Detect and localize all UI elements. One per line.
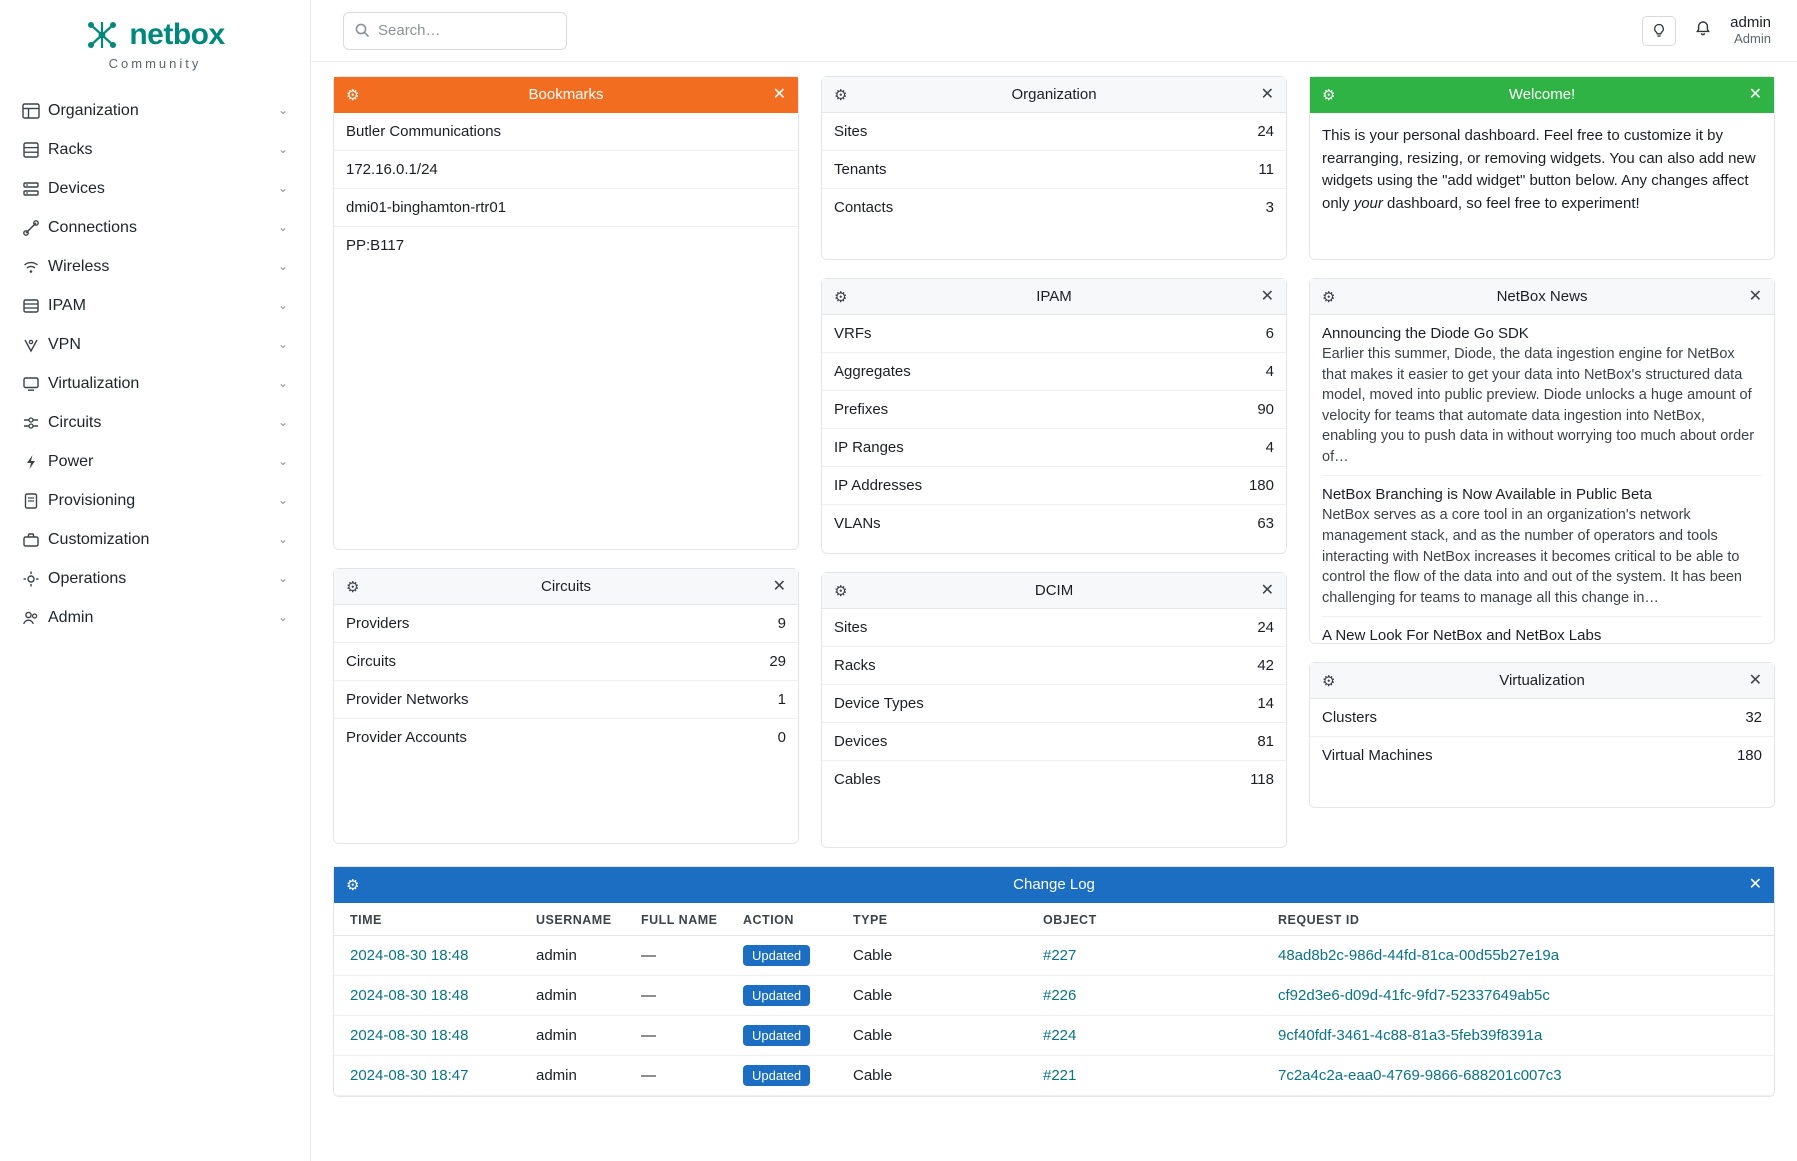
chevron-down-icon: ⌄ (277, 531, 288, 546)
dashboard-column-1 (333, 76, 799, 848)
stat-value: 81 (1257, 733, 1274, 750)
stat-value: 6 (1265, 325, 1274, 342)
chevron-down-icon: ⌄ (277, 453, 288, 468)
stat-row[interactable] (822, 391, 1286, 429)
stat-value: 118 (1250, 771, 1274, 788)
power-icon (22, 453, 48, 471)
main-content (311, 0, 1797, 1161)
sidebar-item-admin[interactable] (0, 598, 310, 637)
server-icon (22, 180, 48, 198)
welcome-text-emphasis: your (1353, 194, 1383, 212)
stat-label: Cables (834, 771, 881, 788)
rack-icon (22, 141, 48, 159)
stat-value: 29 (769, 653, 786, 670)
changelog-request-id-link[interactable]: 9cf40fdf-3461-4c88-81a3-5feb39f8391a (1278, 1027, 1543, 1044)
changelog-username: admin (520, 1056, 625, 1096)
changelog-container (311, 848, 1797, 1097)
toolbox-icon (22, 531, 48, 549)
sidebar-item-customization[interactable] (0, 520, 310, 559)
column-header-object[interactable]: OBJECT (1027, 903, 1262, 936)
list-item[interactable]: PP:B117 (346, 237, 405, 254)
circuits-widget (333, 568, 799, 844)
stat-value: 24 (1257, 123, 1274, 140)
changelog-request-id-link[interactable]: 48ad8b2c-986d-44fd-81ca-00d55b27e19a (1278, 947, 1560, 964)
stat-label: Contacts (834, 199, 894, 216)
sidebar-item-label: Racks (48, 140, 93, 158)
sidebar-item-label: Power (48, 452, 94, 470)
topbar-actions (1642, 14, 1775, 46)
stat-value: 63 (1257, 515, 1274, 532)
chevron-down-icon: ⌄ (277, 297, 288, 312)
widget-header (1310, 663, 1774, 699)
organization-widget (821, 76, 1287, 260)
gear-icon[interactable]: ⚙ (1322, 288, 1336, 306)
sidebar-item-label: Provisioning (48, 491, 136, 509)
changelog-object-link[interactable]: #221 (1043, 1067, 1077, 1084)
sidebar-item-label: Circuits (48, 413, 102, 431)
stat-label: Racks (834, 657, 876, 674)
stat-label: VLANs (834, 515, 881, 532)
stat-value: 9 (777, 615, 786, 632)
sidebar-item-operations[interactable] (0, 559, 310, 598)
stat-row[interactable] (822, 647, 1286, 685)
stat-value: 3 (1265, 199, 1274, 216)
changelog-time-link[interactable]: 2024-08-30 18:48 (350, 1027, 469, 1044)
monitor-icon (22, 375, 48, 393)
welcome-text-part1: This is your personal dashboard. Feel free to customize it by rearranging, resizing, or removing widgets. You can also add new widgets using the "add widget" button below. Any changes affect only (1322, 127, 1756, 212)
welcome-widget (1309, 76, 1775, 260)
stat-label: Prefixes (834, 401, 889, 418)
sidebar-item-connections[interactable] (0, 208, 310, 247)
chevron-down-icon: ⌄ (277, 258, 288, 273)
widget-header (822, 279, 1286, 315)
lightbulb-icon[interactable] (1642, 16, 1676, 46)
chevron-down-icon: ⌄ (277, 414, 288, 429)
widget-header (1310, 279, 1774, 315)
brand-logo[interactable] (0, 8, 310, 85)
stat-row[interactable] (822, 685, 1286, 723)
stat-row[interactable] (334, 605, 798, 643)
stat-label: IP Ranges (834, 439, 904, 456)
sidebar-item-label: IPAM (48, 296, 86, 314)
stat-value: 42 (1257, 657, 1274, 674)
netbox-logo-icon (85, 18, 119, 52)
widget-title: Bookmarks (528, 86, 604, 103)
sidebar-item-label: Virtualization (48, 374, 140, 392)
changelog-full-name: — (625, 976, 727, 1016)
changelog-request-id-link[interactable]: cf92d3e6-d09d-41fc-9fd7-52337649ab5c (1278, 987, 1550, 1004)
stat-label: Device Types (834, 695, 924, 712)
stat-value: 14 (1257, 695, 1274, 712)
bell-icon[interactable] (1694, 20, 1712, 42)
chevron-down-icon: ⌄ (277, 492, 288, 507)
circuit-icon (22, 414, 48, 432)
dcim-widget (821, 572, 1287, 848)
stat-row[interactable] (822, 151, 1286, 189)
users-icon (22, 609, 48, 627)
column-header-time[interactable]: TIME (334, 903, 520, 936)
gear-icon[interactable]: ⚙ (346, 86, 360, 104)
stat-row[interactable] (822, 761, 1286, 798)
stat-row[interactable] (822, 113, 1286, 151)
stat-row[interactable] (822, 315, 1286, 353)
document-icon (22, 492, 48, 510)
stat-value: 11 (1258, 161, 1274, 178)
widget-header (822, 77, 1286, 113)
stat-row[interactable] (822, 609, 1286, 647)
chevron-down-icon: ⌄ (277, 180, 288, 195)
stat-value: 32 (1745, 709, 1762, 726)
stat-row[interactable] (822, 467, 1286, 505)
changelog-username: admin (520, 976, 625, 1016)
virtualization-widget (1309, 662, 1775, 808)
stat-row[interactable] (1310, 699, 1774, 737)
wifi-icon (22, 258, 48, 276)
widget-header (1310, 77, 1774, 113)
widget-header (334, 77, 798, 113)
widget-header (822, 573, 1286, 609)
stat-value: 90 (1257, 401, 1274, 418)
close-icon[interactable]: ✕ (1748, 85, 1762, 103)
status-badge: Updated (743, 985, 810, 1006)
changelog-full-name: — (625, 1056, 727, 1096)
dashboard-column-2 (821, 76, 1287, 848)
stat-value: 4 (1265, 439, 1274, 456)
list-item[interactable]: dmi01-binghamton-rtr01 (334, 189, 798, 227)
widget-title: NetBox News (1496, 288, 1588, 305)
widget-title: IPAM (1036, 288, 1072, 305)
stat-label: Virtual Machines (1322, 747, 1433, 764)
gear-icon[interactable]: ⚙ (1322, 672, 1336, 690)
column-header-full-name[interactable]: FULL NAME (625, 903, 727, 936)
stat-label: VRFs (834, 325, 872, 342)
news-title: NetBox Branching is Now Available in Public Beta (1322, 486, 1652, 504)
sidebar-item-label: VPN (48, 335, 81, 353)
news-item[interactable] (1322, 325, 1762, 476)
sidebar-item-label: Devices (48, 179, 105, 197)
stat-label: Clusters (1322, 709, 1378, 726)
stat-label: Aggregates (834, 363, 911, 380)
netbox-news-widget (1309, 278, 1775, 644)
table-header-row (334, 903, 1774, 936)
stat-label: Circuits (346, 653, 397, 670)
ip-icon (22, 297, 48, 315)
close-icon[interactable]: ✕ (1748, 671, 1762, 689)
status-badge: Updated (743, 1025, 810, 1046)
brand-subtitle: Community (108, 56, 202, 71)
chevron-down-icon: ⌄ (277, 609, 288, 624)
widget-title: Change Log (1013, 876, 1095, 893)
close-icon[interactable]: ✕ (1260, 287, 1274, 305)
stat-label: Devices (834, 733, 888, 750)
changelog-object-link[interactable]: #226 (1043, 987, 1077, 1004)
sidebar-item-label: Customization (48, 530, 150, 548)
welcome-text (1310, 113, 1774, 227)
column-header-request-id[interactable]: REQUEST ID (1262, 903, 1774, 936)
cog-icon (22, 570, 48, 588)
stat-row[interactable] (334, 719, 798, 756)
ipam-widget (821, 278, 1287, 554)
sidebar-item-label: Operations (48, 569, 127, 587)
changelog-username: admin (520, 1016, 625, 1056)
news-title: Announcing the Diode Go SDK (1322, 325, 1529, 342)
table-row (334, 1056, 1774, 1096)
news-summary: NetBox serves as a core tool in an organization's network management stack, and as the number of operators and tools interacting with NetBox increases it becomes critical to be able to control the flow of the data into and out of the system. It has been challenging for teams to manage all this change in… (1322, 507, 1742, 606)
widget-title: Organization (1011, 86, 1097, 103)
changelog-widget (333, 866, 1775, 1097)
dashboard-column-3 (1309, 76, 1775, 848)
widget-body (334, 605, 798, 756)
changelog-time-link[interactable]: 2024-08-30 18:48 (350, 987, 469, 1004)
sidebar-item-label: Organization (48, 101, 139, 119)
stat-value: 180 (1736, 747, 1762, 764)
widget-body (1310, 699, 1774, 774)
stat-label: Sites (834, 123, 868, 140)
chevron-down-icon: ⌄ (277, 336, 288, 351)
sidebar-item-label: Wireless (48, 257, 110, 275)
widget-title: Circuits (541, 578, 592, 595)
gear-icon[interactable]: ⚙ (346, 876, 360, 894)
dashboard (311, 62, 1797, 848)
close-icon[interactable]: ✕ (772, 577, 786, 595)
sidebar-item-virtualization[interactable] (0, 364, 310, 403)
news-summary: Earlier this summer, Diode, the data ingestion engine for NetBox that makes it easier to get your data into NetBox's structured data model, moved into public preview. Diode unlocks a huge amount of velocity for teams that automate data ingestion into NetBox, enabling you to push data in without worrying too much about order of… (1322, 346, 1755, 465)
widget-title: Welcome! (1508, 86, 1576, 103)
sidebar-item-racks[interactable] (0, 130, 310, 169)
changelog-type: Cable (837, 1056, 1027, 1096)
changelog-table (334, 903, 1774, 1096)
table-row (334, 936, 1774, 976)
stat-label: Provider Accounts (346, 729, 467, 746)
stat-row[interactable] (822, 353, 1286, 391)
stat-value: 1 (777, 691, 786, 708)
stat-value: 180 (1248, 477, 1274, 494)
news-item[interactable] (1322, 486, 1762, 617)
gear-icon[interactable]: ⚙ (834, 582, 848, 600)
chevron-down-icon: ⌄ (277, 102, 288, 117)
status-badge: Updated (743, 1065, 810, 1086)
search-input[interactable] (343, 12, 567, 50)
chevron-down-icon: ⌄ (277, 219, 288, 234)
connection-icon (22, 219, 48, 237)
column-header-action[interactable]: ACTION (727, 903, 837, 936)
user-menu[interactable] (1730, 14, 1771, 46)
widget-body (822, 315, 1286, 542)
stat-row[interactable] (1310, 737, 1774, 774)
status-badge: Updated (743, 945, 810, 966)
news-item[interactable] (1322, 627, 1762, 654)
close-icon[interactable]: ✕ (1748, 287, 1762, 305)
widget-title: DCIM (1034, 582, 1074, 599)
stat-label: Sites (834, 619, 868, 636)
close-icon[interactable]: ✕ (1748, 875, 1762, 893)
changelog-object-link[interactable]: #227 (1043, 947, 1077, 964)
stat-value: 24 (1257, 619, 1274, 636)
sidebar-nav (0, 91, 310, 637)
stat-value: 0 (777, 729, 786, 746)
widget-body (1310, 315, 1774, 643)
bookmarks-widget (333, 76, 799, 550)
changelog-time-link[interactable]: 2024-08-30 18:47 (350, 1067, 469, 1084)
table-row (334, 976, 1774, 1016)
stat-row[interactable] (334, 681, 798, 719)
changelog-username: admin (520, 936, 625, 976)
brand-name: netbox (129, 18, 225, 51)
sidebar-item-power[interactable] (0, 442, 310, 481)
changelog-full-name: — (625, 936, 727, 976)
widget-header (334, 569, 798, 605)
widget-header (334, 867, 1774, 903)
sidebar-item-provisioning[interactable] (0, 481, 310, 520)
widget-title: Virtualization (1499, 672, 1585, 689)
chevron-down-icon: ⌄ (277, 141, 288, 156)
stat-label: Providers (346, 615, 410, 632)
widget-body (822, 113, 1286, 226)
changelog-request-id-link[interactable]: 7c2a4c2a-eaa0-4769-9866-688201c007c3 (1278, 1067, 1562, 1084)
stat-row[interactable] (334, 643, 798, 681)
stat-value: 4 (1265, 363, 1274, 380)
sidebar-item-ipam[interactable] (0, 286, 310, 325)
sidebar-item-organization[interactable] (0, 91, 310, 130)
changelog-time-link[interactable]: 2024-08-30 18:48 (350, 947, 469, 964)
changelog-full-name: — (625, 1016, 727, 1056)
chevron-down-icon: ⌄ (277, 375, 288, 390)
stat-row[interactable] (822, 189, 1286, 226)
search-icon (354, 22, 370, 42)
news-title: A New Look For NetBox and NetBox Labs (1322, 627, 1602, 645)
close-icon[interactable]: ✕ (772, 85, 786, 103)
widget-body (334, 113, 798, 264)
user-name: admin (1730, 14, 1771, 32)
close-icon[interactable]: ✕ (1260, 85, 1274, 103)
gear-icon[interactable]: ⚙ (834, 288, 848, 306)
stat-row[interactable] (822, 429, 1286, 467)
sitemap-icon (22, 102, 48, 120)
gear-icon[interactable]: ⚙ (346, 578, 360, 596)
list-item[interactable]: Butler Communications (334, 113, 798, 151)
search-container (343, 12, 567, 50)
changelog-object-link[interactable]: #224 (1043, 1027, 1077, 1044)
sidebar-item-devices[interactable] (0, 169, 310, 208)
list-item[interactable]: 172.16.0.1/24 (334, 151, 798, 189)
column-header-username[interactable]: USERNAME (520, 903, 625, 936)
topbar (311, 0, 1797, 62)
chevron-down-icon: ⌄ (277, 570, 288, 585)
stat-label: Provider Networks (346, 691, 469, 708)
sidebar-item-label: Admin (48, 608, 94, 626)
sidebar-item-label: Connections (48, 218, 137, 236)
stat-label: Tenants (834, 161, 887, 178)
close-icon[interactable]: ✕ (1260, 581, 1274, 599)
gear-icon[interactable]: ⚙ (834, 86, 848, 104)
stat-row[interactable] (822, 505, 1286, 542)
vpn-icon (22, 336, 48, 354)
gear-icon[interactable]: ⚙ (1322, 86, 1336, 104)
column-header-type[interactable]: TYPE (837, 903, 1027, 936)
sidebar-item-wireless[interactable] (0, 247, 310, 286)
user-role: Admin (1734, 30, 1771, 46)
sidebar-item-circuits[interactable] (0, 403, 310, 442)
changelog-type: Cable (837, 936, 1027, 976)
stat-label: IP Addresses (834, 477, 923, 494)
widget-body (822, 609, 1286, 798)
stat-row[interactable] (822, 723, 1286, 761)
table-row (334, 1016, 1774, 1056)
sidebar-item-vpn[interactable] (0, 325, 310, 364)
welcome-text-part2: dashboard, so feel free to experiment! (1382, 194, 1640, 212)
changelog-type: Cable (837, 1016, 1027, 1056)
sidebar (0, 0, 311, 1161)
changelog-type: Cable (837, 976, 1027, 1016)
